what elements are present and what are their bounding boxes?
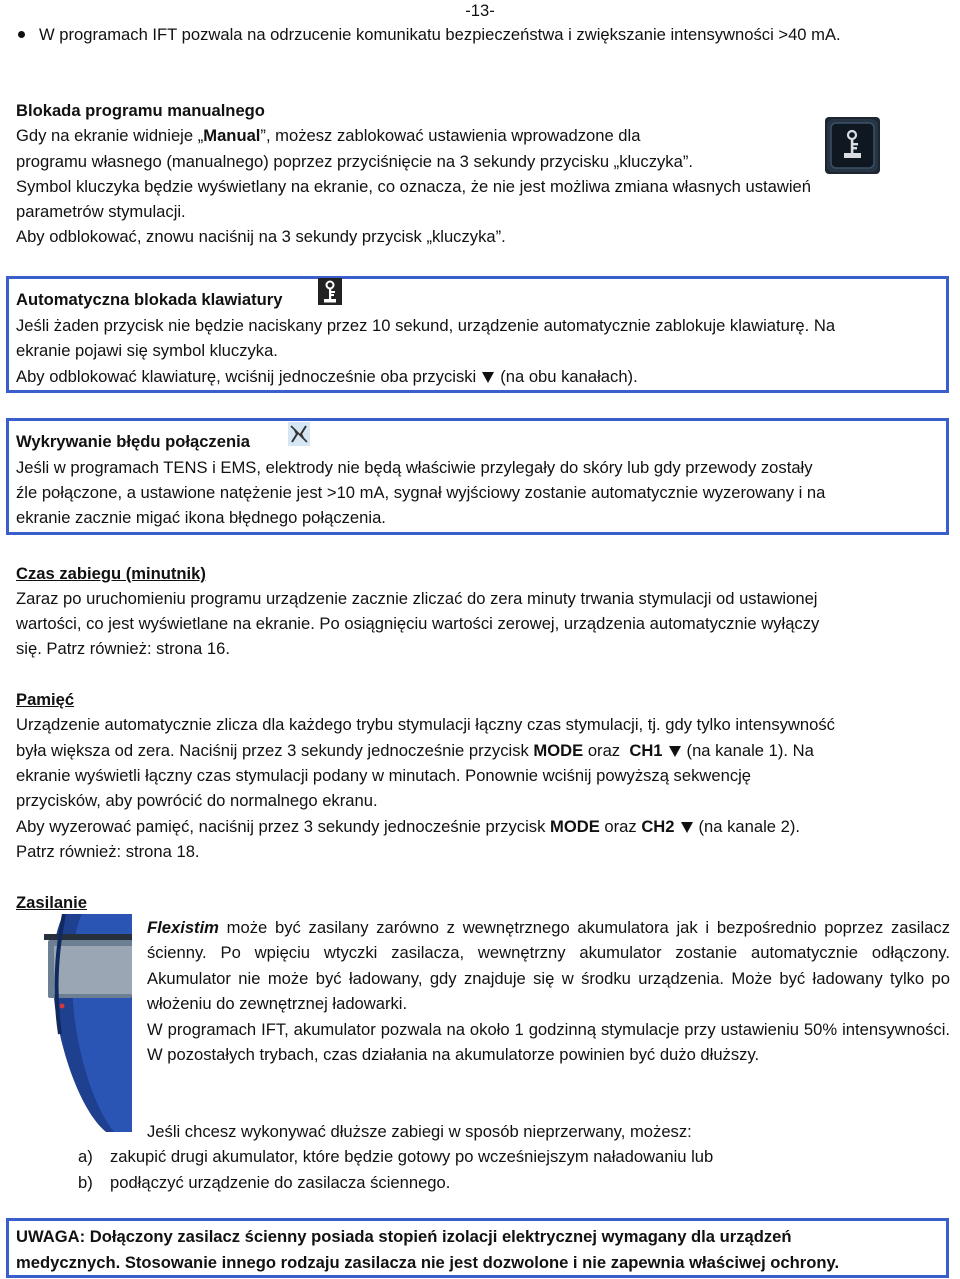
connection-line3: ekranie zacznie migać ikona błędnego połączenia. [16, 508, 386, 527]
auto-lock-line3: Aby odblokować klawiaturę, wciśnij jednocześnie oba przyciski (na obu kanałach). [16, 367, 638, 386]
manual-lock-line2: programu własnego (manualnego) poprzez przyciśnięcie na 3 sekundy przycisku „kluczyka”. [16, 152, 693, 171]
intro-bullet-text: W programach IFT pozwala na odrzucenie komunikatu bezpieczeństwa i zwiększanie intensywności >40 mA. [39, 25, 841, 44]
auto-lock-heading: Automatyczna blokada klawiatury [16, 287, 283, 312]
manual-lock-line4: parametrów stymulacji. [16, 202, 186, 221]
down-triangle-icon [669, 746, 681, 757]
power-option-b: b) podłączyć urządzenie do zasilacza ściennego. [78, 1173, 451, 1192]
connection-line1: Jeśli w programach TENS i EMS, elektrody nie będą właściwie przylegały do skóry lub gdy przewody zostały [16, 458, 813, 477]
manual-lock-line1: Gdy na ekranie widnieje „Manual”, możesz zablokować ustawienia wprowadzone dla [16, 126, 641, 145]
memory-line6: Patrz również: strona 18. [16, 842, 200, 861]
memory-line3: ekranie wyświetli łączny czas stymulacji podany w minutach. Ponownie wciśnij powyższą sekwencję [16, 766, 752, 785]
connection-heading: Wykrywanie błędu połączenia [16, 429, 250, 454]
timer-heading: Czas zabiegu (minutnik) [16, 564, 206, 583]
memory-line4: przycisków, aby powrócić do normalnego ekranu. [16, 791, 378, 810]
page-number: -13- [465, 1, 495, 20]
manual-lock-line5: Aby odblokować, znowu naciśnij na 3 sekundy przycisk „kluczyka”. [16, 227, 506, 246]
down-triangle-icon [482, 372, 494, 383]
bullet-icon [18, 31, 25, 38]
down-triangle-icon [681, 822, 693, 833]
memory-line2: była większa od zera. Naciśnij przez 3 sekundy jednocześnie przycisk MODE oraz CH1 (na kanale 1). Na [16, 741, 814, 760]
memory-line5: Aby wyzerować pamięć, naciśnij przez 3 sekundy jednocześnie przycisk MODE oraz CH2 (na kanale 2). [16, 817, 800, 836]
power-paragraph-3: Jeśli chcesz wykonywać dłuższe zabiegi w sposób nieprzerwany, możesz: [147, 1122, 692, 1141]
connection-error-icon [288, 422, 310, 446]
key-lock-icon [318, 278, 342, 305]
device-photo [44, 914, 132, 1132]
timer-line1: Zaraz po uruchomieniu programu urządzenie zacznie zliczać do zera minuty trwania stymulacji od ustawionej [16, 589, 818, 608]
warning-line1: UWAGA: Dołączony zasilacz ścienny posiada stopień izolacji elektrycznej wymagany dla urządzeń [16, 1227, 792, 1246]
timer-line2: wartości, co jest wyświetlane na ekranie. Po osiągnięciu wartości zerowej, urządzenia automatycznie wyłączy [16, 614, 820, 633]
warning-line2: medycznych. Stosowanie innego rodzaju zasilacza nie jest dozwolone i nie zapewnia właściwej ochrony. [16, 1253, 840, 1272]
memory-heading: Pamięć [16, 690, 75, 709]
power-paragraph-2: W programach IFT, akumulator pozwala na około 1 godzinną stymulacje przy ustawieniu 50% intensywności. W pozostałych trybach, czas działania na akumulatorze powinien być dużo dłuższy. [147, 1020, 950, 1065]
memory-line1: Urządzenie automatycznie zlicza dla każdego trybu stymulacji łączny czas stymulacji, tj. gdy tylko intensywność [16, 715, 835, 734]
connection-line2: źle połączone, a ustawione natężenie jest >10 mA, sygnał wyjściowy zostanie automatycznie wyzerowany i na [16, 483, 826, 502]
power-option-a: a) zakupić drugi akumulator, które będzie gotowy po wcześniejszym naładowaniu lub [78, 1147, 714, 1166]
brand-name: Flexistim [147, 918, 219, 937]
auto-lock-line1: Jeśli żaden przycisk nie będzie naciskany przez 10 sekund, urządzenie automatycznie zablokuje klawiaturę. Na [16, 316, 836, 335]
intro-bullet [18, 22, 950, 47]
manual-lock-line3: Symbol kluczyka będzie wyświetlany na ekranie, co oznacza, że nie jest możliwa zmiana własnych ustawień [16, 177, 812, 196]
key-button-icon [825, 117, 880, 174]
manual-lock-heading: Blokada programu manualnego [16, 101, 265, 120]
power-paragraph-1: Flexistim może być zasilany zarówno z wewnętrznego akumulatora jak i bezpośrednio poprzez zasilacz ścienny. Po wpięciu wtyczki zasilacza, wewnętrzny akumulator zostanie automatycznie odłączony. Akumulator nie może być ładowany, gdy znajduje się w środku urządzenia. Może być ładowany tylko po włożeniu do zewnętrznej ładowarki. [147, 918, 950, 1013]
auto-lock-line2: ekranie pojawi się symbol kluczyka. [16, 341, 278, 360]
timer-line3: się. Patrz również: strona 16. [16, 639, 230, 658]
power-heading: Zasilanie [16, 893, 88, 912]
